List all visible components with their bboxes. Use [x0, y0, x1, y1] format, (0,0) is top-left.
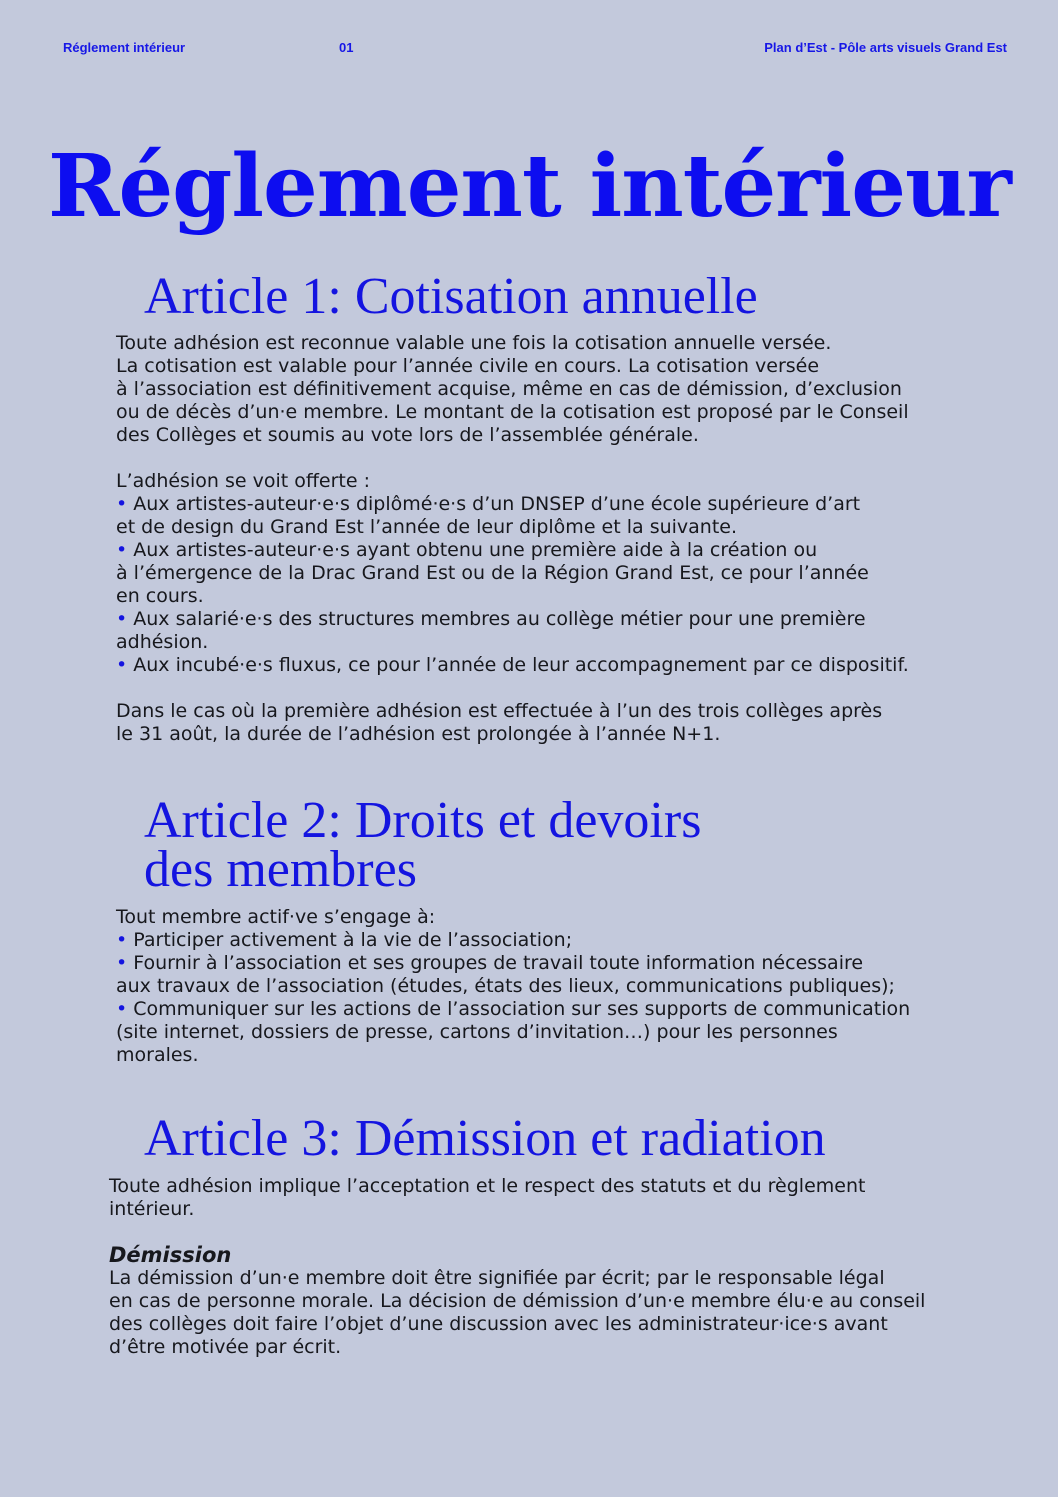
article-3-body: [109, 1175, 925, 1359]
article-2-intro: Tout membre actif·ve s’engage à:: [116, 906, 436, 928]
article-1-para-line: le 31 août, la durée de l’adhésion est prolongée à l’année N+1.: [116, 723, 721, 745]
article-1-para-line: des Collèges et soumis au vote lors de l’assemblée générale.: [116, 424, 699, 446]
header-page-number: 01: [339, 40, 354, 55]
article-2-bullet-item: • Participer activement à la vie de l’association;: [116, 929, 573, 951]
article-2-bullet-continuation: morales.: [116, 1044, 199, 1066]
article-3-para-line: en cas de personne morale. La décision de démission d’un·e membre élu·e au conseil: [109, 1290, 926, 1312]
article-3-para-line: Toute adhésion implique l’acceptation et le respect des statuts et du règlement: [109, 1175, 866, 1197]
article-1-bullet-continuation: et de design du Grand Est l’année de leur diplôme et la suivante.: [116, 516, 738, 538]
article-1-para-line: à l’association est définitivement acquise, même en cas de démission, d’exclusion: [116, 378, 902, 400]
article-1-bullet-continuation: adhésion.: [116, 631, 209, 653]
article-3-para-line: La démission d’un·e membre doit être signifiée par écrit; par le responsable légal: [109, 1267, 885, 1289]
page-title: Réglement intérieur: [48, 136, 1011, 237]
running-header: [63, 40, 1007, 60]
article-3-para-line: des collèges doit faire l’objet d’une discussion avec les administrateur·ice·s avant: [109, 1313, 888, 1335]
article-2-bullet-item: • Communiquer sur les actions de l’association sur ses supports de communication: [116, 998, 911, 1020]
article-2-bullet-item: • Fournir à l’association et ses groupes de travail toute information nécessaire: [116, 952, 864, 974]
bullet-icon: •: [116, 493, 128, 515]
article-2-body: [116, 906, 910, 1067]
article-1-bullet-item: • Aux artistes-auteur·e·s ayant obtenu une première aide à la création ou: [116, 539, 818, 561]
article-1-para-line: Toute adhésion est reconnue valable une fois la cotisation annuelle versée.: [116, 332, 832, 354]
bullet-icon: •: [116, 952, 128, 974]
article-1-para-line: ou de décès d’un·e membre. Le montant de la cotisation est proposé par le Conseil: [116, 401, 909, 423]
article-1-bullet-item: • Aux incubé·e·s fluxus, ce pour l’année de leur accompagnement par ce dispositif.: [116, 654, 909, 676]
article-1-bullet-continuation: à l’émergence de la Drac Grand Est ou de la Région Grand Est, ce pour l’année: [116, 562, 869, 584]
article-1-para-line: Dans le cas où la première adhésion est effectuée à l’un des trois collèges après: [116, 700, 883, 722]
bullet-icon: •: [116, 539, 128, 561]
header-organization: Plan d’Est - Pôle arts visuels Grand Est: [764, 40, 1007, 55]
bullet-icon: •: [116, 654, 128, 676]
article-2-title: [144, 792, 702, 898]
article-1-body: [116, 332, 909, 746]
bullet-icon: •: [116, 608, 128, 630]
bullet-icon: •: [116, 929, 128, 951]
article-2-bullet-continuation: aux travaux de l’association (études, états des lieux, communications publiques);: [116, 975, 895, 997]
article-2-title-line: Article 2: Droits et devoirs: [144, 792, 702, 849]
article-1-title: Article 1: Cotisation annuelle: [144, 268, 758, 325]
article-1-bullet-continuation: en cours.: [116, 585, 204, 607]
article-2-title-line: des membres: [144, 841, 417, 898]
article-1-para-line: La cotisation est valable pour l’année civile en cours. La cotisation versée: [116, 355, 820, 377]
article-3-title: Article 3: Démission et radiation: [144, 1110, 826, 1167]
article-3-para-line: d’être motivée par écrit.: [109, 1336, 342, 1358]
bullet-icon: •: [116, 998, 128, 1020]
article-1-bullet-item: • Aux salarié·e·s des structures membres au collège métier pour une première: [116, 608, 866, 630]
article-3-para-line: intérieur.: [109, 1198, 195, 1220]
article-3-subheading: Démission: [109, 1243, 232, 1267]
article-1-intro: L’adhésion se voit offerte :: [116, 470, 371, 492]
header-document-title: Réglement intérieur: [63, 40, 186, 55]
article-1-bullet-item: • Aux artistes-auteur·e·s diplômé·e·s d’un DNSEP d’une école supérieure d’art: [116, 493, 861, 515]
article-2-bullet-continuation: (site internet, dossiers de presse, cartons d’invitation…) pour les personnes: [116, 1021, 838, 1043]
